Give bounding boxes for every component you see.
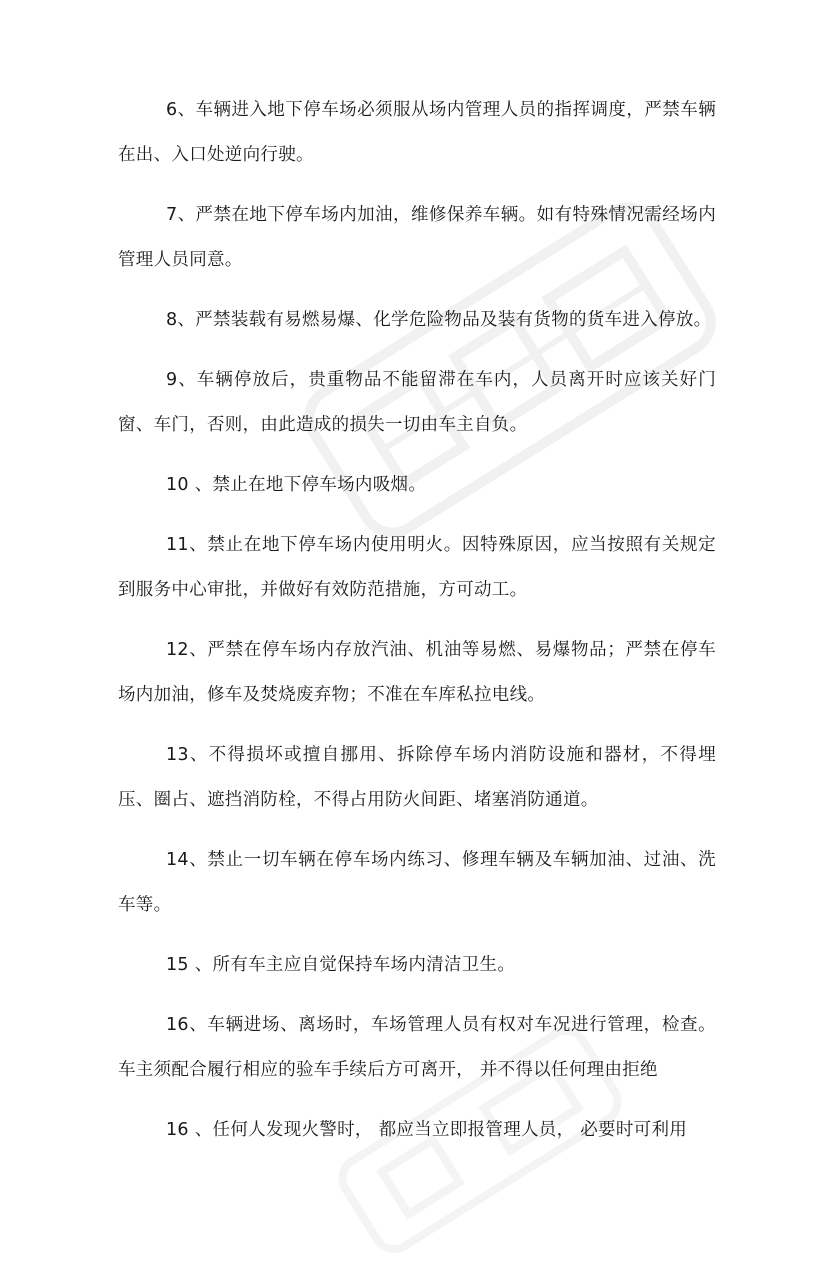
paragraph-rule-14: 14、禁止一切车辆在停车场内练习、修理车辆及车辆加油、过油、洗车等。 [118,850,716,915]
paragraph-rule-12: 12、严禁在停车场内存放汽油、机油等易燃、易爆物品；严禁在停车场内加油，修车及焚烧废弃物；不准在车库私拉电线。 [118,640,716,705]
document-body [118,88,716,1168]
paragraph-rule-10: 10 、禁止在地下停车场内吸烟。 [166,475,427,495]
paragraph-rule-9: 9、车辆停放后，贵重物品不能留滞在车内，人员离开时应该关好门窗、车门，否则，由此造成的损失一切由车主自负。 [118,370,716,435]
paragraph-rule-16b: 16 、任何人发现火警时， 都应当立即报管理人员， 必要时可利用 [166,1120,688,1140]
paragraph-rule-6: 6、车辆进入地下停车场必须服从场内管理人员的指挥调度，严禁车辆在出、入口处逆向行驶。 [118,100,716,165]
paragraph-rule-15: 15 、所有车主应自觉保持车场内清洁卫生。 [166,955,516,975]
paragraph-rule-7: 7、严禁在地下停车场内加油，维修保养车辆。如有特殊情况需经场内管理人员同意。 [118,205,716,270]
paragraph-rule-13: 13、不得损坏或擅自挪用、拆除停车场内消防设施和器材，不得埋压、圈占、遮挡消防栓，不得占用防火间距、堵塞消防通道。 [118,745,716,810]
paragraph-rule-16a: 16、车辆进场、离场时，车场管理人员有权对车况进行管理，检查。车主须配合履行相应的验车手续后方可离开， 并不得以任何理由拒绝 [118,1015,716,1080]
paragraph-rule-11: 11、禁止在地下停车场内使用明火。因特殊原因，应当按照有关规定到服务中心审批，并做好有效防范措施，方可动工。 [118,535,716,600]
paragraph-rule-8: 8、严禁装载有易燃易爆、化学危险物品及装有货物的货车进入停放。 [166,310,712,330]
